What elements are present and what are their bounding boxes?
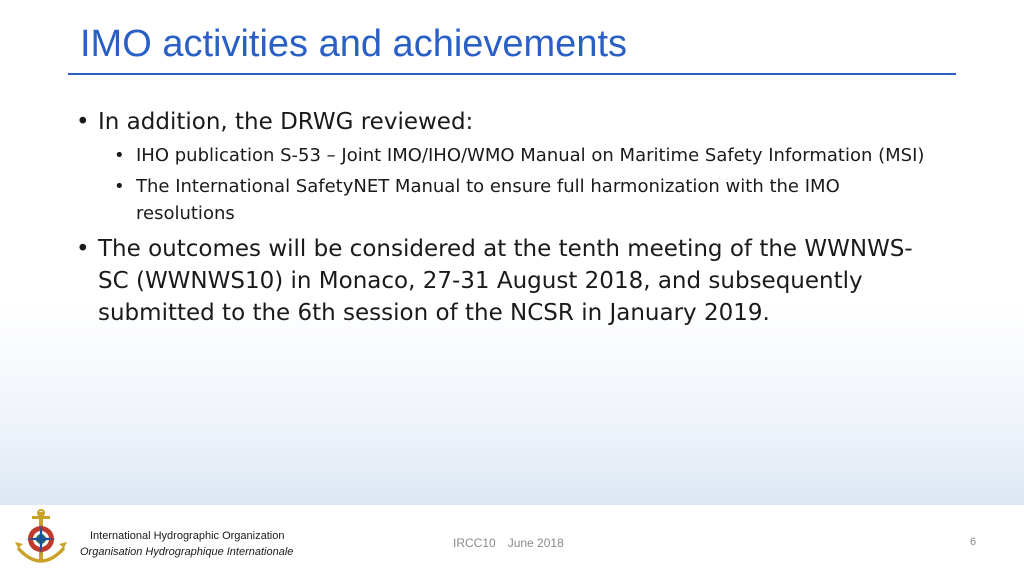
bullet-2: • The outcomes will be considered at the tenth meeting of the WWNWS-SC (WWNWS10) in Monaco, 27-31 August 2018, and subsequently submitted to the 6th session of the NCSR in January 2019. bbox=[76, 233, 936, 329]
org-name-french: Organisation Hydrographique Internationale bbox=[80, 546, 294, 558]
bullet-1: • In addition, the DRWG reviewed: bbox=[76, 106, 936, 138]
iho-emblem-icon bbox=[12, 508, 70, 570]
page-number: 6 bbox=[970, 536, 977, 548]
footer-conference bbox=[453, 536, 564, 550]
slide-title: IMO activities and achievements bbox=[80, 23, 628, 65]
organization-name bbox=[80, 528, 293, 560]
slide-content bbox=[76, 106, 936, 333]
sub-bullet-2: • The International SafetyNET Manual to ensure full harmonization with the IMO resolutions bbox=[114, 173, 936, 227]
conference-label: IRCC10 bbox=[453, 536, 496, 550]
title-underline bbox=[68, 73, 956, 75]
date-label: June 2018 bbox=[507, 536, 564, 550]
sub-bullet-1: • IHO publication S-53 – Joint IMO/IHO/WMO Manual on Maritime Safety Information (MSI) bbox=[114, 142, 936, 169]
org-name-english: International Hydrographic Organization bbox=[90, 530, 285, 542]
